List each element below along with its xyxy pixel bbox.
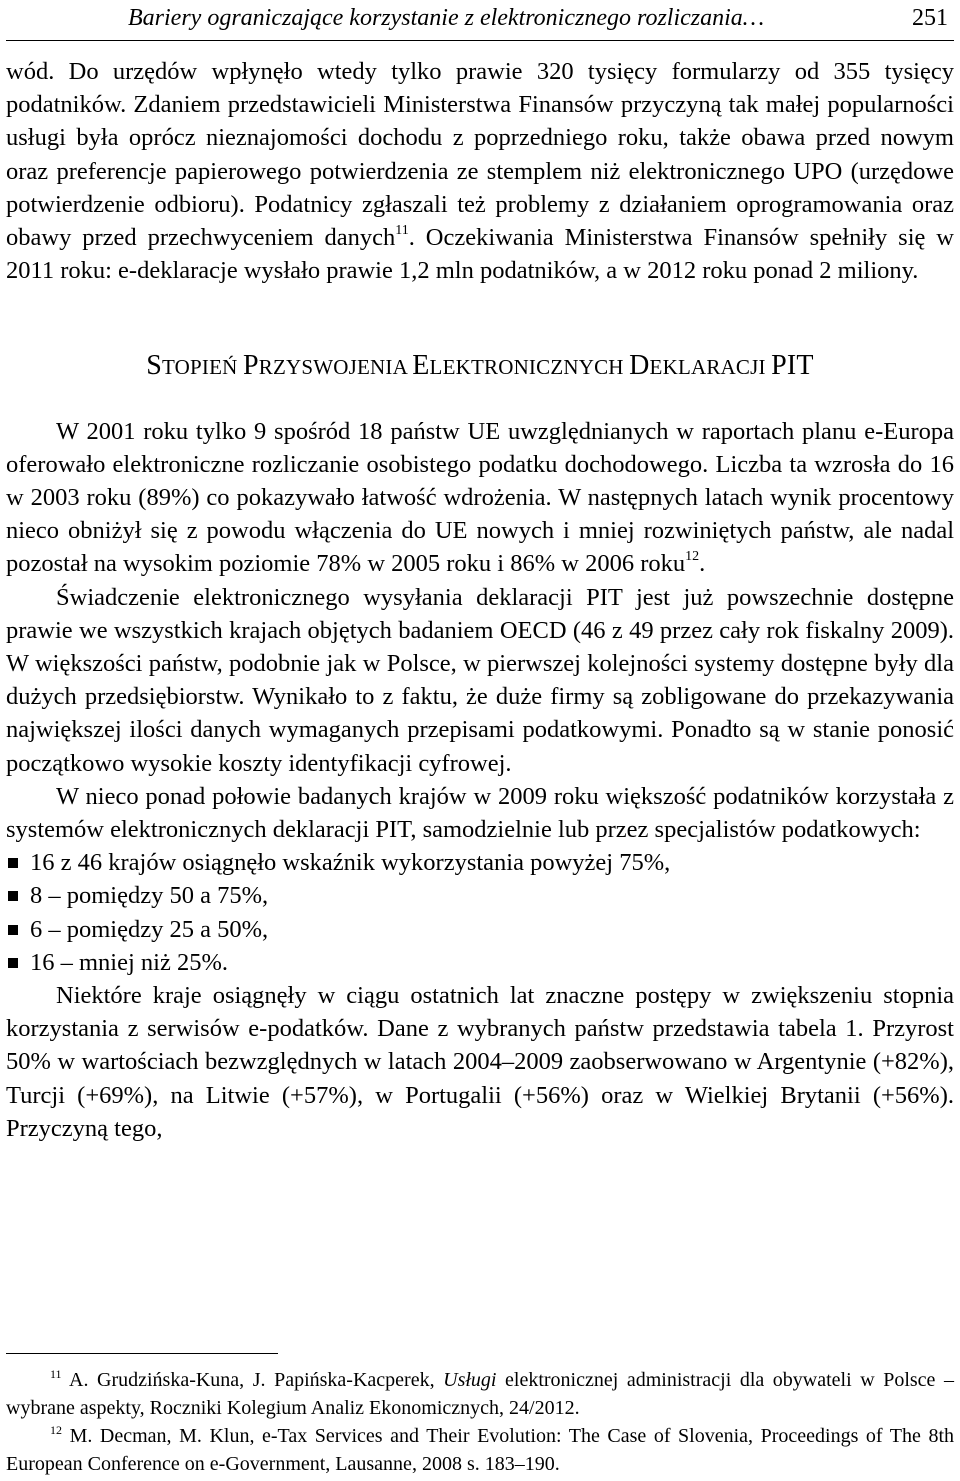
footnote-divider bbox=[6, 1353, 278, 1354]
list-item-text: 16 z 46 krajów osiągnęło wskaźnik wykorzystania powyżej 75%, bbox=[30, 849, 671, 877]
square-bullet-icon bbox=[8, 925, 18, 935]
paragraph: Niektóre kraje osiągnęły w ciągu ostatnich lat znaczne postępy w zwiększeniu stopnia korzystania z serwisów e-podatków. Dane z wybranych państw przedstawia tabela 1. Przyrost 50% w wartościach bezwzględnych w latach 2004–2009 zaobserwowano w Argentynie (+82%), Turcji (+69%), na Litwie (+57%), w Portugalii (+56%) oraz w Wielkiej Brytanii (+56%). Przyczyną tego, bbox=[6, 982, 954, 1142]
list-item-text: 8 – pomiędzy 50 a 75%, bbox=[30, 882, 269, 910]
section-title-smallcaps: TOPIEŃ bbox=[162, 355, 243, 380]
running-header-title: Bariery ograniczające korzystanie z elektronicznego rozliczania… bbox=[128, 5, 765, 31]
footnote-text: elektronicznej administracji dla obywateli w Polsce – wybrane aspekty, Roczniki Kolegium Analiz Ekonomicznych, 24/2012. bbox=[6, 1369, 954, 1419]
footnote bbox=[6, 1422, 954, 1478]
list-item-text: 16 – mniej niż 25%. bbox=[30, 948, 229, 976]
list-item bbox=[6, 879, 954, 912]
footnote-number: 11 bbox=[50, 1367, 62, 1381]
section-title-smallcaps: LEKTRONICZNYCH bbox=[429, 355, 630, 380]
square-bullet-icon bbox=[8, 958, 18, 968]
section-title-cap: P bbox=[242, 350, 259, 382]
section-title-cap: PIT bbox=[771, 350, 814, 382]
section-title-cap: D bbox=[629, 350, 650, 382]
paragraph-text: . bbox=[699, 550, 706, 578]
footnote bbox=[6, 1366, 954, 1422]
footnote-text: A. Grudzińska-Kuna, J. Papińska-Kacperek, bbox=[61, 1369, 444, 1391]
paragraph: W nieco ponad połowie badanych krajów w 2009 roku większość podatników korzystała z systemów elektronicznych deklaracji PIT, samodzielnie lub przez specjalistów podatkowych: bbox=[6, 782, 954, 844]
square-bullet-icon bbox=[8, 858, 18, 868]
paragraph bbox=[6, 55, 954, 287]
paragraph: Świadczenie elektronicznego wysyłania deklaracji PIT jest już powszechnie dostępne prawie we wszystkich krajach objętych badaniem OECD (46 z 49 przez cały rok fiskalny 2009). W większości państw, podobnie jak w Polsce, w pierwszej kolejności systemy dostępne były dla dużych przedsiębiorstw. Wynikało to z faktu, że duże firmy są zobligowane do przekazywania największej ilości danych wymaganych przepisami podatkowymi. Ponadto są w stanie ponosić początkowo wysokie koszty identyfikacji cyfrowej. bbox=[6, 583, 954, 777]
list-item bbox=[6, 913, 954, 946]
running-header bbox=[6, 0, 954, 41]
list-item bbox=[6, 946, 954, 979]
list-item bbox=[6, 846, 954, 879]
section-title-smallcaps: EKLARACJI bbox=[649, 355, 772, 380]
paragraph bbox=[6, 415, 954, 581]
paragraph-text: wód. Do urzędów wpłynęło wtedy tylko prawie 320 tysięcy formularzy od 355 tysięcy podatników. Zdaniem przedstawicieli Ministerstwa Finansów przyczyną tak małej popularności usługi była oprócz nieznajomości dochodu z poprzedniego roku, także obawa przed nowym oraz preferencje papierowego potwierdzenia ze stemplem niż elektronicznego UPO (urzędowe potwierdzenie odbioru). Podatnicy zgłaszali też problemy z działaniem oprogramowania oraz obawy przed przechwyceniem danych bbox=[6, 58, 954, 252]
footnote-ref: 12 bbox=[685, 549, 700, 565]
list-item-text: 6 – pomiędzy 25 a 50%, bbox=[30, 915, 269, 943]
footnotes bbox=[6, 1366, 954, 1478]
section-title bbox=[6, 349, 954, 384]
section-title-cap: S bbox=[146, 350, 163, 382]
footnote-ref: 11 bbox=[395, 223, 409, 239]
body-text bbox=[6, 55, 954, 1145]
page-number: 251 bbox=[912, 5, 948, 31]
bullet-list bbox=[6, 846, 954, 979]
footnote-number: 12 bbox=[50, 1423, 62, 1437]
paragraph-text: W 2001 roku tylko 9 spośród 18 państw UE uwzględnianych w raportach planu e-Europa oferowało elektroniczne rozliczanie osobistego podatku dochodowego. Liczba ta wzrosła do 16 w 2003 roku (89%) co pokazywało łatwość wdrożenia. W następnych latach wynik procentowy nieco obniżył się z powodu włączenia do UE nowych i mniej rozwiniętych państw, ale nadal pozostał na wysokim poziomie 78% w 2005 roku i 86% w 2006 roku bbox=[6, 417, 954, 578]
footnote-text: M. Decman, M. Klun, e-Tax Services and Their Evolution: The Case of Slovenia, Proceedings of The 8th European Conference on e-Government, Lausanne, 2008 s. 183–190. bbox=[6, 1425, 954, 1475]
footnote-italic-text: Usługi bbox=[443, 1369, 497, 1391]
section-title-smallcaps: RZYSWOJENIA bbox=[258, 355, 413, 380]
section-title-cap: E bbox=[412, 350, 430, 382]
paragraph-text: . Oczekiwania Ministerstwa Finansów spełniły się w 2011 roku: e-deklaracje wysłało prawie 1,2 mln podatników, a w 2012 roku ponad 2 miliony. bbox=[6, 224, 955, 285]
square-bullet-icon bbox=[8, 891, 18, 901]
